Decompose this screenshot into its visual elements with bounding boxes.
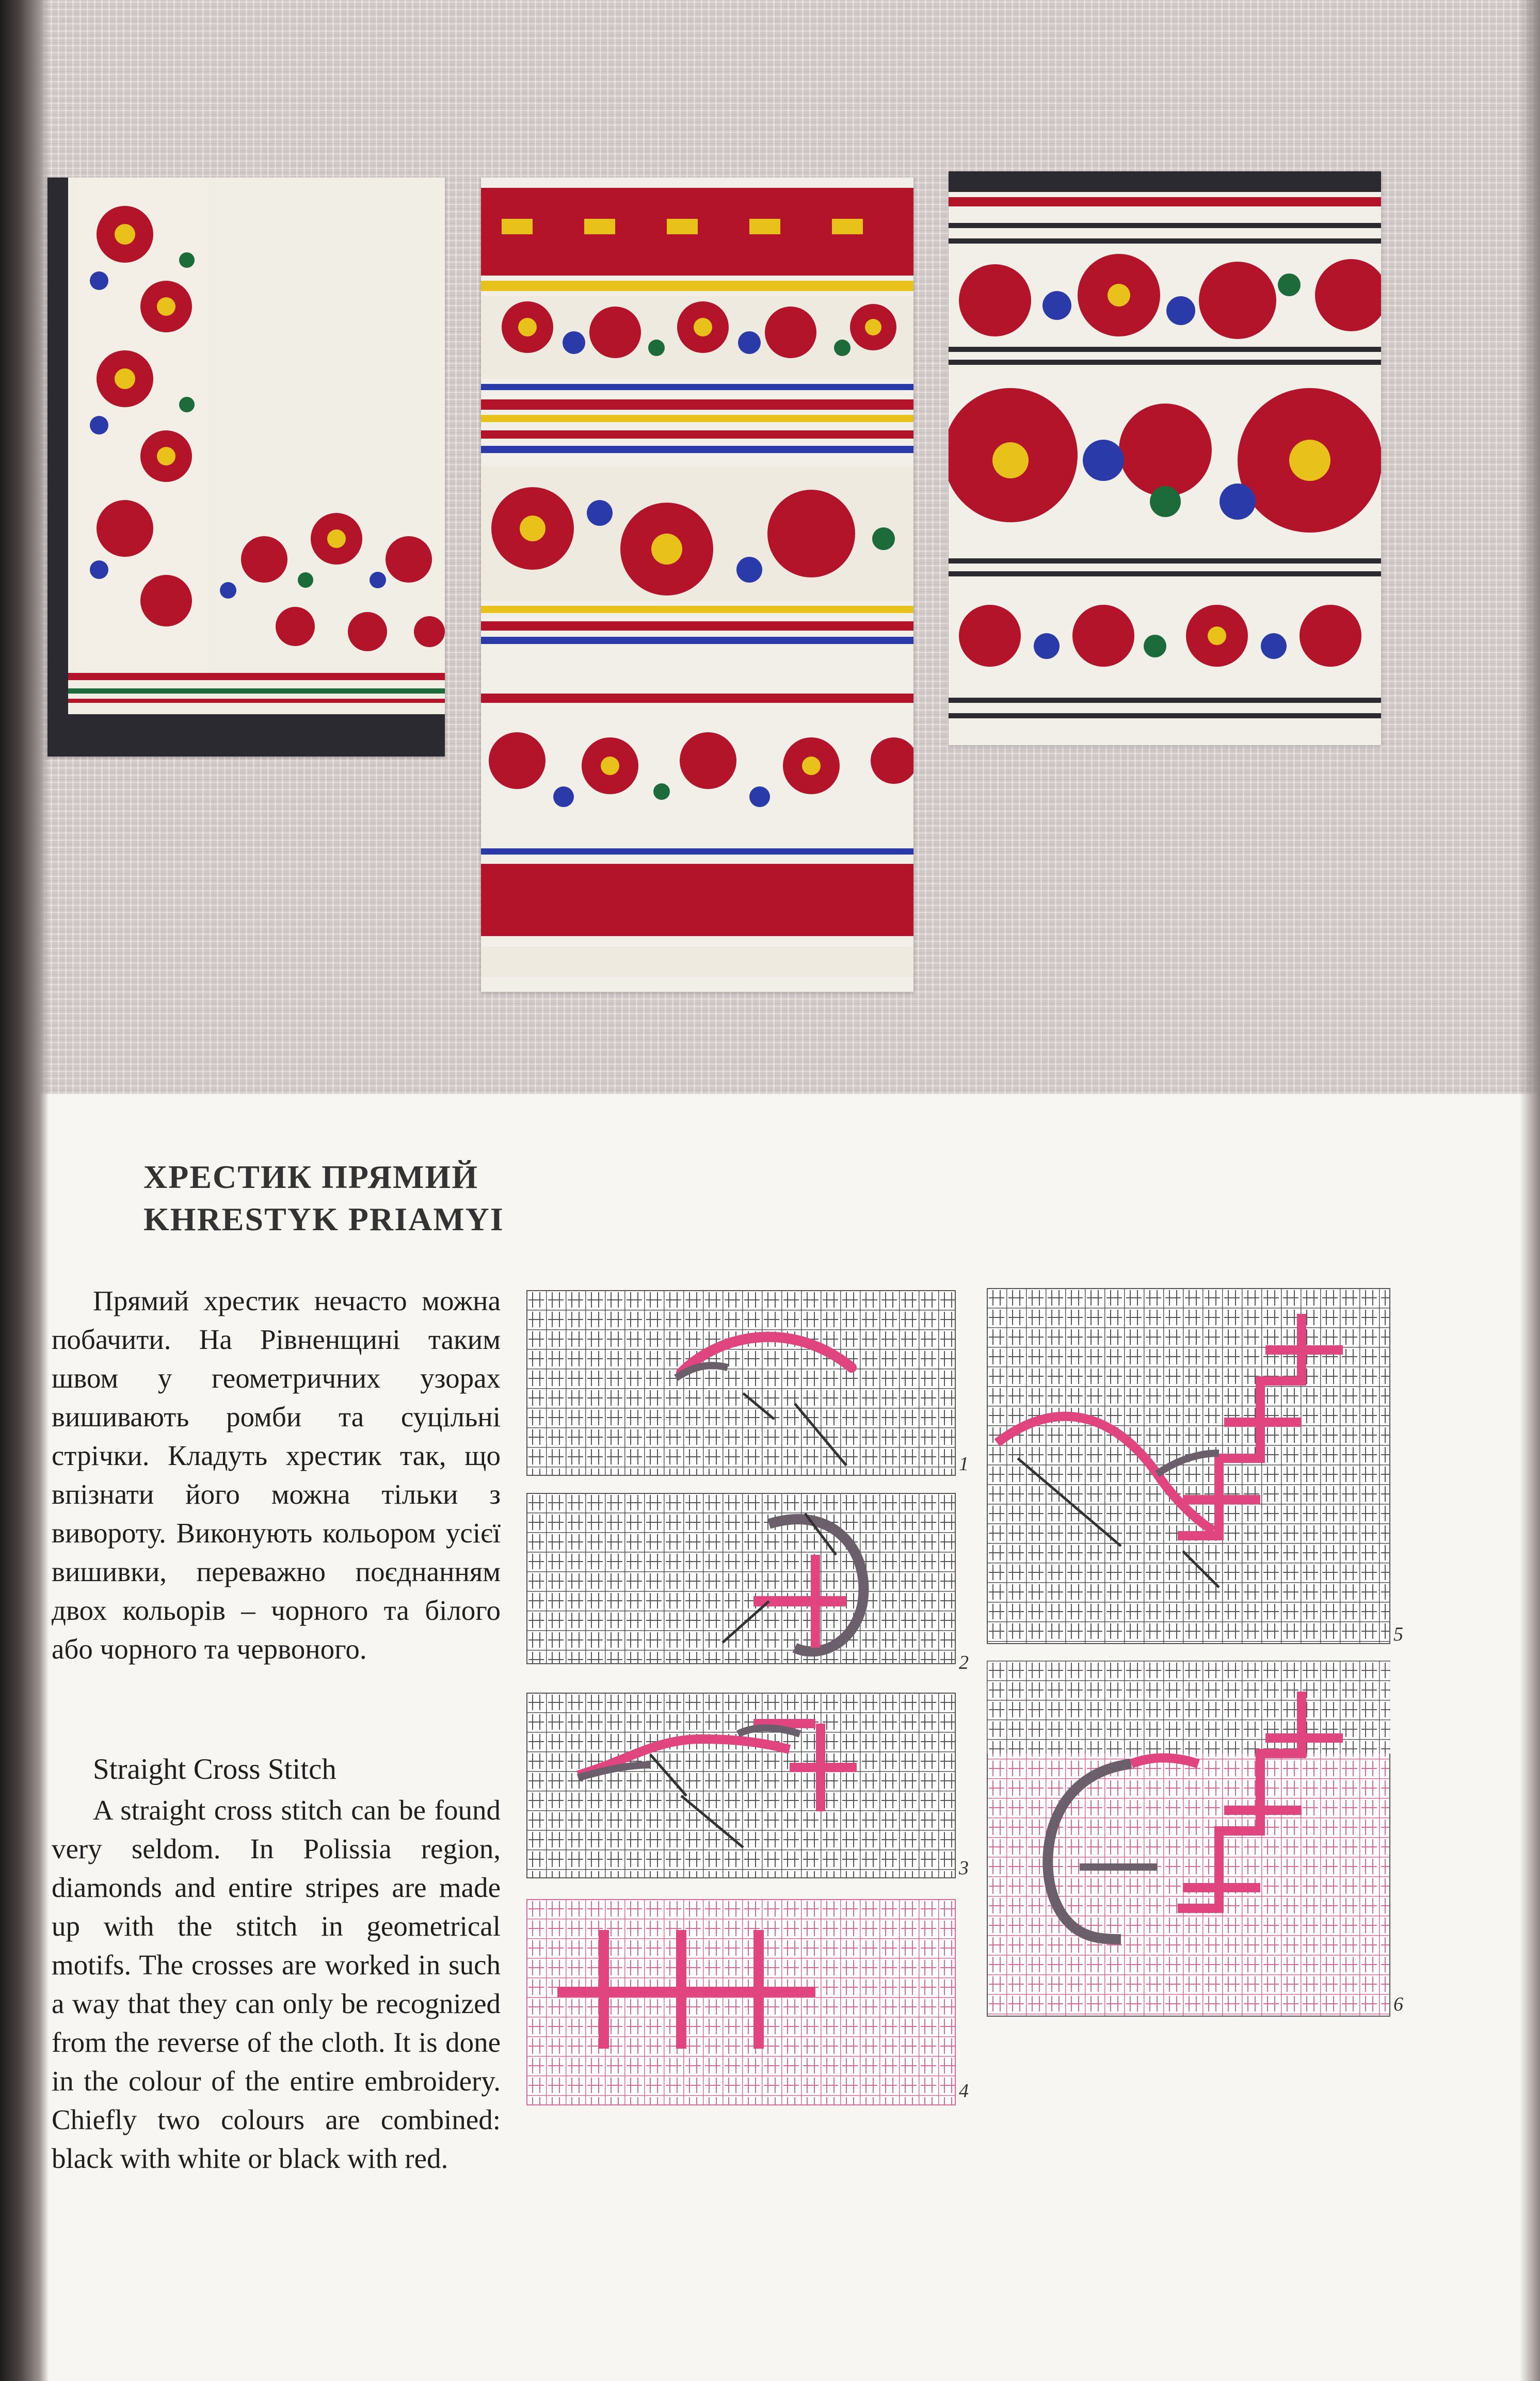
english-paragraph	[52, 1791, 501, 2178]
diagram-label-2: 2	[959, 1652, 969, 1674]
stitch-diagram-4	[526, 1899, 956, 2105]
stitch-diagram-5	[987, 1288, 1390, 1644]
page-edge-shadow	[1519, 0, 1540, 2381]
embroidery-photo-1	[47, 178, 445, 757]
heading-ukrainian: ХРЕСТИК ПРЯМИЙ	[143, 1159, 478, 1195]
english-title: Straight Cross Stitch	[93, 1753, 336, 1785]
heading-transliterated: KHRESTYK PRIAMYI	[143, 1201, 504, 1237]
book-spine-shadow	[0, 0, 49, 2381]
stitch-diagram-1	[526, 1290, 956, 1476]
diagram-label-6: 6	[1393, 1993, 1403, 2015]
stitch-diagram-2	[526, 1493, 956, 1664]
stitch-diagram-3	[526, 1693, 956, 1878]
ukrainian-text: Прямий хрестик нечасто можна побачити. На Рівненщині таким швом у геометричних узорах вишивають ромби та суцільні стрічки. Кладуть хрестик так, що впізнати його можна тільки з вивороту. Виконують кольором усієї вишивки, переважно поєднанням двох кольорів – чорного та білого або чорного та червоного.	[52, 1285, 501, 1665]
diagram-label-4: 4	[959, 2080, 969, 2102]
diagram-label-5: 5	[1393, 1623, 1403, 1645]
diagram-label-3: 3	[959, 1857, 969, 1879]
stitch-diagram-6	[987, 1661, 1390, 2017]
embroidery-photo-3	[949, 171, 1381, 745]
section-heading	[143, 1156, 608, 1241]
ukrainian-paragraph	[52, 1281, 501, 1668]
english-text: A straight cross stitch can be found very seldom. In Polissia region, diamonds and entire stripes are made up with the stitch in geometrical motifs. The crosses are worked in such a way that they can only be recognized from the reverse of the cloth. It is done in the colour of the entire embroidery. Chiefly two colours are combined: black with white or black with red.	[52, 1794, 501, 2174]
diagram-label-1: 1	[959, 1453, 969, 1475]
embroidery-photo-2	[481, 178, 913, 992]
